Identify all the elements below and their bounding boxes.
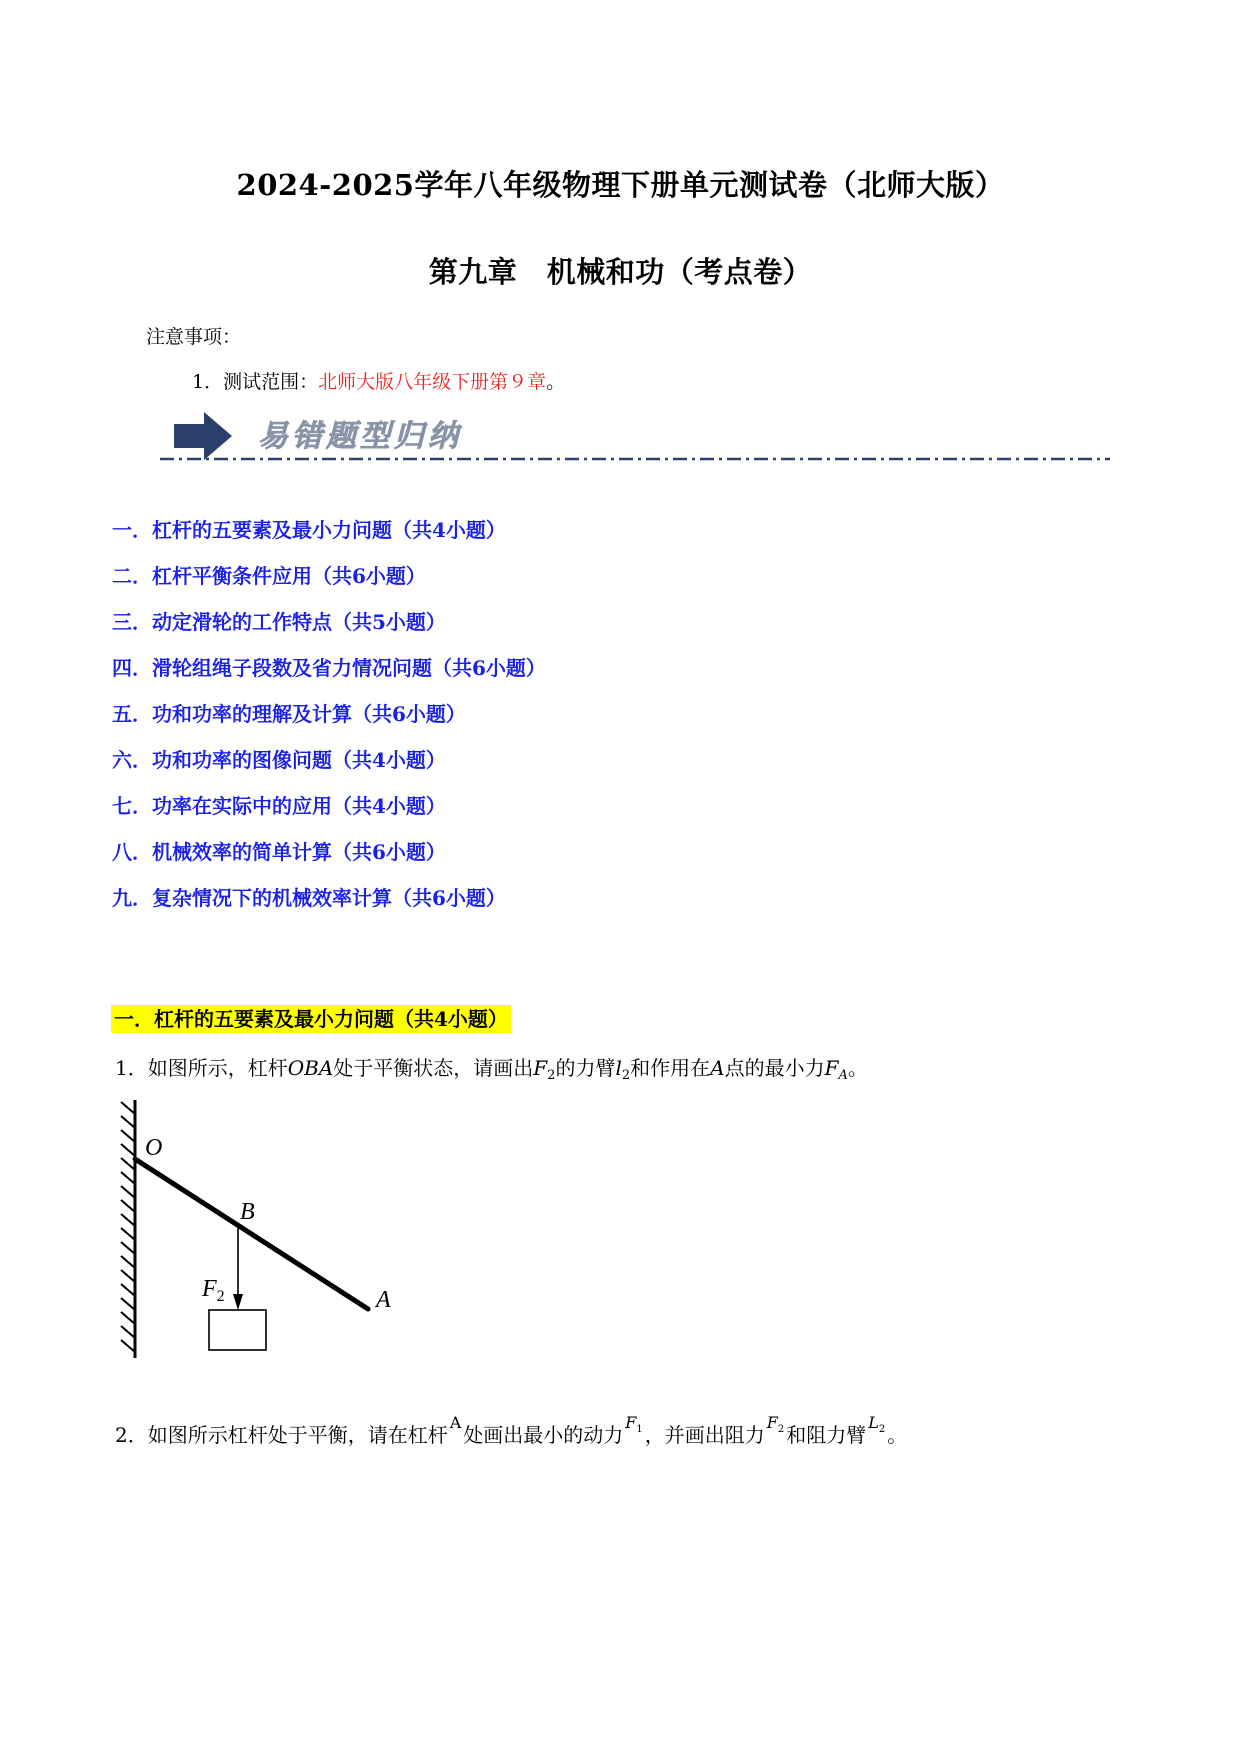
notice-label: 注意事项：: [146, 326, 242, 348]
q2-f1-letter: F: [625, 1413, 637, 1432]
q1-fa: F: [824, 1056, 839, 1080]
topic-item: 一．杠杆的五要素及最小力问题（共4小题）: [112, 518, 506, 542]
label-o: O: [145, 1135, 163, 1161]
q2-f2: [767, 1409, 784, 1444]
q2-text: 2．如图所示杠杆处于平衡，请在杠杆: [115, 1423, 448, 1447]
label-b: B: [240, 1199, 255, 1225]
wall: [121, 1100, 135, 1358]
q1-l2: l: [615, 1056, 622, 1080]
question-1: [115, 1054, 868, 1090]
section-banner: [160, 408, 1110, 464]
q1-f2-sub: 2: [547, 1068, 556, 1083]
q1-text: 1．如图所示，杠杆: [115, 1056, 288, 1080]
notice-item-prefix: 1．测试范围：: [192, 371, 319, 393]
label-f-sub: 2: [216, 1288, 225, 1305]
force-arrowhead: [233, 1294, 243, 1310]
q2-l2: [868, 1409, 885, 1444]
label-a: A: [376, 1287, 391, 1313]
q2-l2-letter: L: [868, 1413, 879, 1432]
q1-point-a: A: [710, 1056, 725, 1080]
q2-point-a: A: [449, 1413, 462, 1432]
q1-f2: F: [533, 1056, 548, 1080]
label-f: F: [202, 1276, 217, 1302]
q1-lever: OBA: [287, 1056, 334, 1080]
topic-item: 四．滑轮组绳子段数及省力情况问题（共6小题）: [112, 656, 546, 680]
banner-title: 易错题型归纳: [258, 419, 462, 454]
label-f2: [201, 1276, 225, 1305]
topic-item: 六．功和功率的图像问题（共4小题）: [112, 748, 446, 772]
q1-l2-sub: 2: [621, 1068, 631, 1083]
chapter-title: 第九章 机械和功（考点卷）: [428, 255, 813, 289]
topic-item: 九．复杂情况下的机械效率计算（共6小题）: [112, 886, 506, 910]
q2-text: 。: [887, 1423, 908, 1447]
q2-text: 处画出最小的动力: [463, 1423, 624, 1447]
topic-item: 五．功和功率的理解及计算（共6小题）: [112, 702, 466, 726]
topic-item: 八．机械效率的简单计算（共6小题）: [112, 840, 446, 864]
topic-item: 七．功率在实际中的应用（共4小题）: [112, 794, 446, 818]
topic-item: 三．动定滑轮的工作特点（共5小题）: [112, 610, 446, 634]
topic-list: [112, 516, 546, 930]
q2-f1-sub: 1: [636, 1424, 643, 1435]
notice-item-scope: [192, 367, 565, 394]
q2-f1: [625, 1409, 642, 1444]
notice-item-scope-value: 北师大版八年级下册第９章: [318, 371, 547, 393]
hanging-block: [209, 1310, 266, 1350]
q2-text: 和阻力臂: [786, 1423, 867, 1447]
q2-text: ，并画出阻力: [644, 1423, 765, 1447]
notice-item-suffix: 。: [546, 371, 566, 393]
q1-text: 处于平衡状态，请画出: [333, 1056, 534, 1080]
q1-text: 和作用在: [630, 1056, 711, 1080]
lever-rod: [135, 1159, 368, 1309]
q2-l2-sub: 2: [878, 1424, 886, 1435]
section-heading: 一．杠杆的五要素及最小力问题（共4小题）: [111, 1005, 511, 1033]
arrow-right-icon: [174, 412, 232, 460]
q1-text: 。: [847, 1056, 868, 1080]
q1-text: 的力臂: [555, 1056, 616, 1080]
lever-diagram: [110, 1100, 430, 1370]
q1-text: 点的最小力: [724, 1056, 825, 1080]
q2-f2-sub: 2: [777, 1424, 785, 1435]
q1-fa-sub: A: [838, 1068, 848, 1083]
page-title: 2024-2025学年八年级物理下册单元测试卷（北师大版）: [236, 168, 1005, 202]
question-2: [115, 1413, 908, 1458]
q2-f2-letter: F: [766, 1413, 778, 1432]
topic-item: 二．杠杆平衡条件应用（共6小题）: [112, 564, 426, 588]
